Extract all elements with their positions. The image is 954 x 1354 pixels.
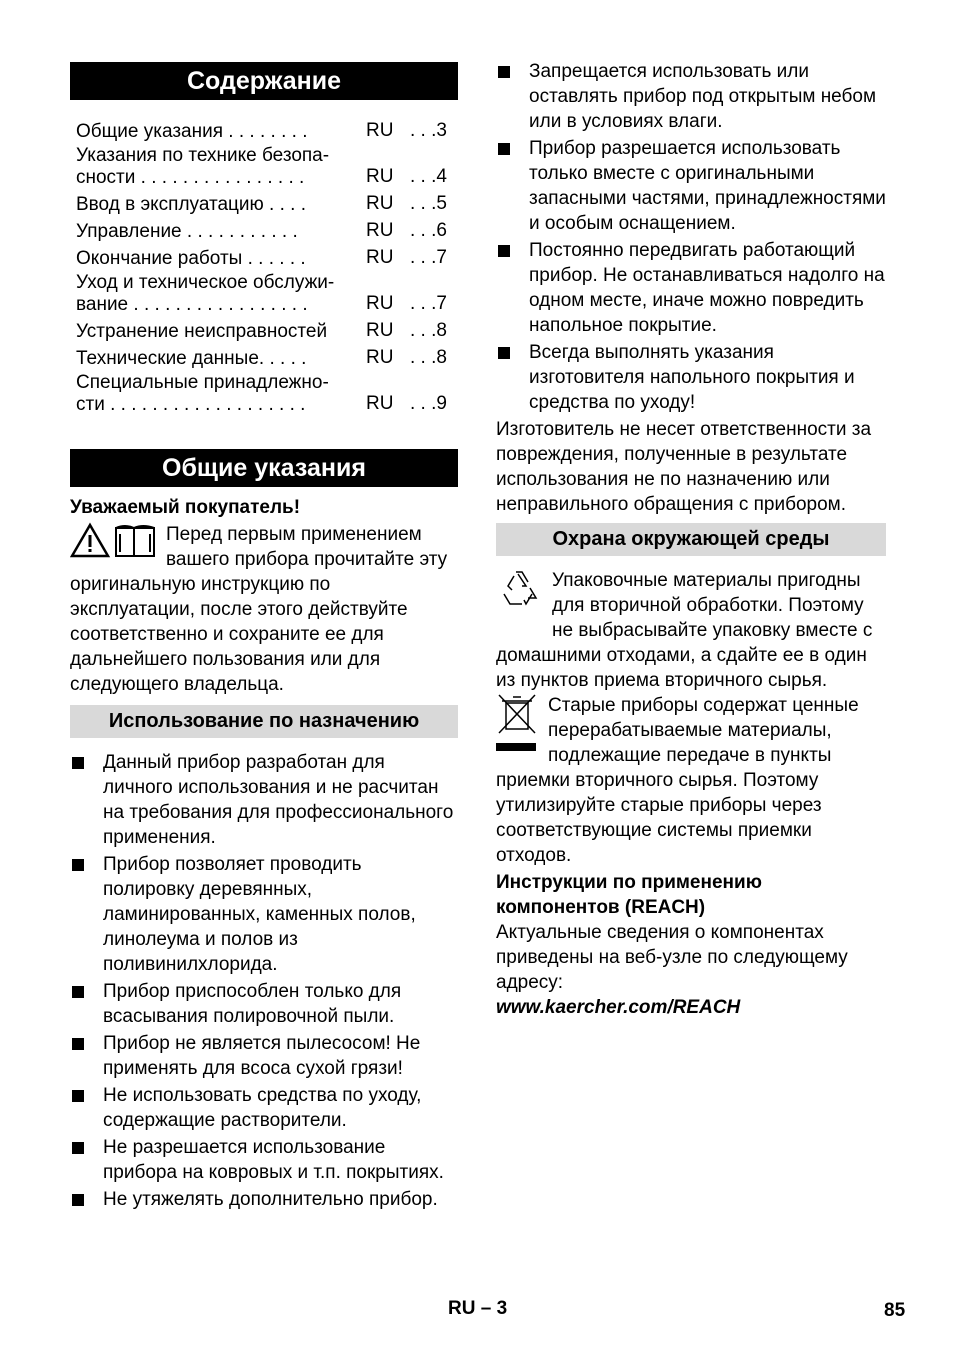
toc-title: Специальные принадлежно- сти . . . . . . . . . . . . . . . . . . . [76, 372, 329, 415]
bullet-square-icon [498, 143, 510, 155]
toc-title: Управление . . . . . . . . . . . [76, 221, 298, 242]
intended-use-list [70, 750, 458, 1212]
left-column [70, 62, 458, 1214]
toc-lang: RU [366, 247, 394, 268]
environment-heading: Охрана окружающей среды [496, 523, 886, 556]
table-of-contents [76, 118, 458, 416]
list-item-text: Прибор не является пылесосом! Не применять для всоса сухой грязи! [103, 1033, 421, 1079]
toc-page: . . .7 [410, 293, 447, 314]
reach-text: Актуальные сведения о компонентах приведены на веб-узле по следующему адресу: [496, 922, 848, 993]
bullet-square-icon [72, 757, 84, 769]
warning-manual-icons [70, 522, 158, 567]
crossed-bin-icon [496, 693, 538, 762]
toc-row [76, 245, 458, 270]
recycling-icon [496, 568, 540, 619]
toc-page: . . .8 [410, 347, 447, 368]
warning-icon [72, 525, 108, 556]
list-item-text: Постоянно передвигать работающий прибор. Не останавливаться надолго на одном месте, иначе можно повредить напольное покрытие. [529, 240, 885, 336]
toc-page: . . .3 [410, 120, 447, 141]
toc-row [76, 218, 458, 243]
toc-title: Указания по технике безопа- сности . . . . . . . . . . . . . . . . [76, 145, 330, 188]
list-item-text: Прибор приспособлен только для всасывания полировочной пыли. [103, 981, 402, 1027]
list-item [496, 340, 886, 415]
list-item [496, 238, 886, 338]
bullet-square-icon [498, 347, 510, 359]
packaging-text: Упаковочные материалы пригодны для вторичной обработки. Поэтому не выбрасывайте упаковку вместе с домашними отходами, а сдайте ее в один из пунктов приема вторичного сырья. [496, 570, 873, 691]
list-item-text: Запрещается использовать или оставлять прибор под открытым небом или в условиях влаги. [529, 61, 877, 132]
bullet-square-icon [498, 245, 510, 257]
bullet-square-icon [72, 859, 84, 871]
intro-rest: эту оригинальную инструкцию по эксплуатации, после этого действуйте соответственно и сохраните ее для дальнейшего пользования или для следующего владельца. [70, 549, 448, 695]
old-devices-paragraph [496, 693, 886, 868]
toc-lang: RU [366, 120, 394, 141]
list-item [70, 1083, 458, 1133]
toc-lang: RU [366, 347, 394, 368]
general-heading: Общие указания [70, 449, 458, 487]
intro-paragraph [70, 522, 458, 697]
toc-row [76, 272, 458, 316]
list-item [70, 750, 458, 850]
toc-title: Уход и техническое обслужи- вание . . . . . . . . . . . . . . . . . [76, 272, 335, 315]
toc-lang: RU [366, 220, 394, 241]
bullet-square-icon [72, 1142, 84, 1154]
toc-page: . . .8 [410, 320, 447, 341]
reach-link[interactable]: www.kaercher.com/REACH [496, 997, 741, 1018]
toc-row [76, 372, 458, 416]
toc-title: Ввод в эксплуатацию . . . . [76, 194, 307, 215]
list-item-text: Прибор разрешается использовать только вместе с оригинальными запасными частями, принадлежностями и особым оснащением. [529, 138, 886, 234]
list-item [496, 136, 886, 236]
toc-lang: RU [366, 293, 394, 314]
toc-title: Окончание работы . . . . . . [76, 248, 306, 269]
toc-row [76, 345, 458, 370]
bullet-square-icon [498, 66, 510, 78]
toc-row [76, 191, 458, 216]
toc-row [76, 318, 458, 343]
toc-page: . . .5 [410, 193, 447, 214]
list-item [70, 1187, 458, 1212]
toc-row [76, 118, 458, 143]
packaging-paragraph [496, 568, 886, 693]
contents-heading: Содержание [70, 62, 458, 100]
footer-code: RU – 3 [448, 1298, 508, 1319]
toc-page: . . .4 [410, 166, 447, 187]
list-item [70, 852, 458, 977]
list-item [70, 979, 458, 1029]
toc-title: Технические данные. . . . . [76, 348, 307, 369]
bullet-square-icon [72, 986, 84, 998]
safety-list [496, 59, 886, 415]
bullet-square-icon [72, 1090, 84, 1102]
toc-page: . . .6 [410, 220, 447, 241]
toc-title: Общие указания . . . . . . . . [76, 121, 308, 142]
toc-title: Устранение неисправностей [76, 321, 328, 342]
toc-lang: RU [366, 193, 394, 214]
toc-lang: RU [366, 320, 394, 341]
liability-text: Изготовитель не несет ответственности за повреждения, полученные в результате использования не по назначению или неправильного обращения с прибором. [496, 419, 872, 515]
list-item [70, 1135, 458, 1185]
list-item-text: Прибор позволяет проводить полировку деревянных, ламинированных, каменных полов, линолеума и полов из поливинилхлорида. [103, 854, 416, 975]
list-item-text: Не разрешается использование прибора на ковровых и т.п. покрытиях. [103, 1137, 444, 1183]
bullet-square-icon [72, 1038, 84, 1050]
page-number: 85 [884, 1300, 906, 1321]
reach-heading: Инструкции по применению компонентов (REACH) [496, 872, 762, 918]
list-item [70, 1031, 458, 1081]
toc-lang: RU [366, 166, 394, 187]
old-devices-text: Старые приборы содержат ценные перерабатываемые материалы, подлежащие передаче в пункты приемки вторичного сырья. Поэтому утилизируйте старые приборы через соответствующие системы приемки отходов. [496, 695, 859, 866]
intro-first: Перед первым применением вашего прибора прочитайте [166, 524, 422, 570]
list-item-text: Всегда выполнять указания изготовителя напольного покрытия и средства по уходу! [529, 342, 855, 413]
intended-use-heading: Использование по назначению [70, 705, 458, 738]
toc-page: . . .7 [410, 247, 447, 268]
toc-lang: RU [366, 393, 394, 414]
list-item-text: Не утяжелять дополнительно прибор. [103, 1189, 438, 1210]
bullet-square-icon [72, 1194, 84, 1206]
manual-book-icon [116, 526, 154, 556]
list-item-text: Данный прибор разработан для личного использования и не расчитан на требования для профессионального применения. [103, 752, 454, 848]
dear-customer: Уважаемый покупатель! [70, 497, 301, 518]
toc-page: . . .9 [410, 393, 447, 414]
list-item-text: Не использовать средства по уходу, содержащие растворители. [103, 1085, 422, 1131]
toc-row [76, 145, 458, 189]
right-column [496, 62, 886, 1020]
list-item [496, 59, 886, 134]
